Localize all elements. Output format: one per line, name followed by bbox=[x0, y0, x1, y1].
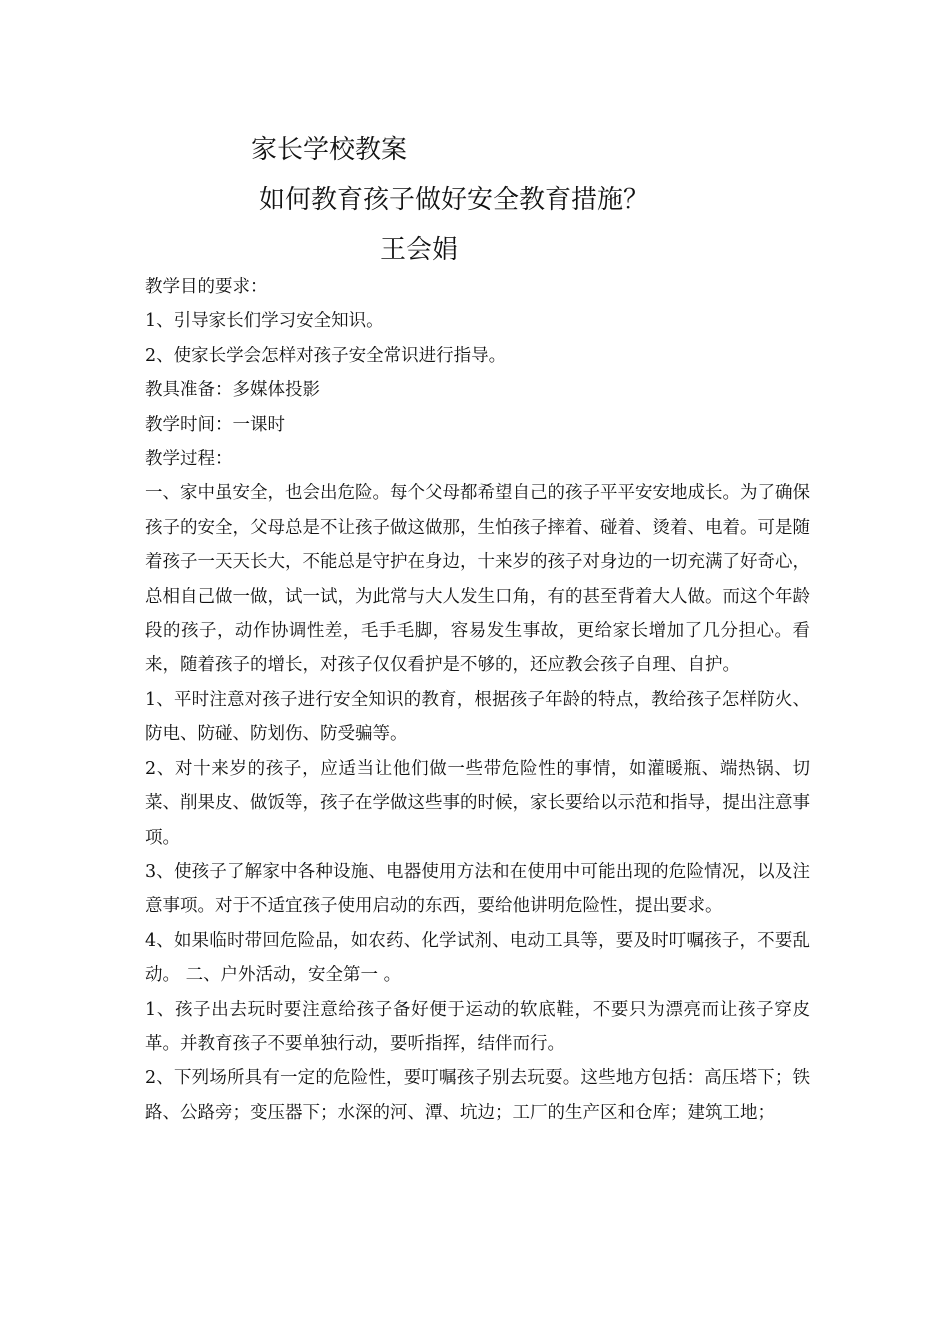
body-paragraph: 2、下列场所具有一定的危险性，要叮嘱孩子别去玩耍。这些地方包括：高压塔下；铁路、公路旁；变压器下；水深的河、潭、坑边；工厂的生产区和仓库；建筑工地； bbox=[145, 1068, 810, 1123]
document-title: 家长学校教案 bbox=[251, 135, 408, 165]
body-paragraph: 一、家中虽安全，也会出危险。每个父母都希望自己的孩子平平安安地成长。为了确保孩子的安全，父母总是不让孩子做这做那，生怕孩子摔着、碰着、烫着、电着。可是随着孩子一天天长大，不能总是守护在身边，十来岁的孩子对身边的一切充满了好奇心，总相自己做一做，试一试，为此常与大人发生口角，有的甚至背着大人做。而这个年龄段的孩子，动作协调性差，毛手毛脚，容易发生事故，更给家长增加了几分担心。看来，随着孩子的增长，对孩子仅仅看护是不够的，还应教会孩子自理、自护。 bbox=[145, 483, 810, 676]
section-heading-objectives: 教学目的要求： bbox=[145, 277, 268, 297]
body-paragraph: 4、如果临时带回危险品，如农药、化学试剂、电动工具等，要及时叮嘱孩子，不要乱动。 二、户外活动，安全第一 。 bbox=[145, 930, 810, 986]
body-paragraph: 1、平时注意对孩子进行安全知识的教育，根据孩子年龄的特点，教给孩子怎样防火、防电、防碰、防划伤、防受骗等。 bbox=[145, 689, 810, 745]
section-heading-process: 教学过程： bbox=[145, 449, 233, 470]
teaching-aids: 教具准备：多媒体投影 bbox=[145, 380, 320, 401]
body-paragraph: 2、对十来岁的孩子，应适当让他们做一些带危险性的事情，如灌暖瓶、端热锅、切菜、削果皮、做饭等，孩子在学做这些事的时候，家长要给以示范和指导，提出注意事项。 bbox=[145, 758, 810, 848]
objective-item: 1、引导家长们学习安全知识。 bbox=[145, 311, 384, 332]
teaching-time: 教学时间：一课时 bbox=[145, 414, 285, 435]
body-paragraph: 1、孩子出去玩时要注意给孩子备好便于运动的软底鞋，不要只为漂亮而让孩子穿皮革。并教育孩子不要单独行动，要听指挥，结伴而行。 bbox=[145, 999, 810, 1054]
author-name: 王会娟 bbox=[380, 235, 459, 265]
body-paragraph: 3、使孩子了解家中各种设施、电器使用方法和在使用中可能出现的危险情况，以及注意事项。对于不适宜孩子使用启动的东西，要给他讲明危险性，提出要求。 bbox=[145, 861, 810, 917]
document-subtitle: 如何教育孩子做好安全教育措施？ bbox=[259, 185, 650, 215]
document-body bbox=[145, 270, 810, 1130]
objective-item: 2、使家长学会怎样对孩子安全常识进行指导。 bbox=[145, 345, 507, 366]
